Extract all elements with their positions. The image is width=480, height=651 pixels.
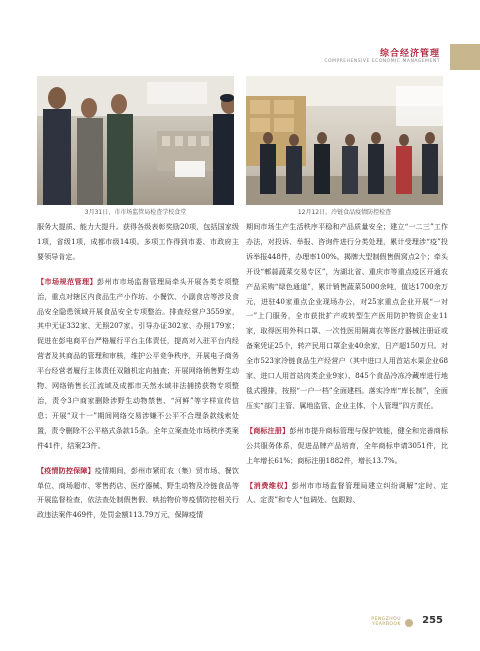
- section-tag: 【市场规范管理】: [37, 276, 97, 286]
- paragraph: [37, 220, 239, 265]
- paragraph-text: 期间市场生产生活秩序平稳和产品质量安全；建立“一二三”工作办法，对投诉、举报、咨询件进行分类处理，累计受理涉“疫”投诉举报448件，办理率100%。揭牌大型制假售假窝点2个；牵头开设“郫蒜蔬菜交易专区”，为湖北省、重庆市等重点疫区开通农产品采购“绿色通道”，累计销售蔬菜5000余吨，值达1700余万元，进驻40家重点企业现场办公，对25家重点企业开展“一对一”上门服务，全市获批扩产或转型生产医用防护物资企业11家，取得医用外科口罩、一次性医用隔离衣等医疗器械注册证或备案凭证25个，转产民用口罩企业40余家，日产超150万只。对全市523家冷链食品生产经营户（其中进口人用首站水果企业68家、进口人用首站肉类企业9家）、845个食品冷冻冷藏库进行地毯式搜排，按照“一户一档”全面建档。落实冷库“库长制”，全面压实“部门主管、属地监管、企业主体、个人管理”四方责任。: [246, 222, 448, 410]
- left-text-column: [37, 220, 239, 533]
- paragraph-text: 彭州市市场监督管理局建立纠纷调解“定时、定人、定责”和专人“包调处、包跟踪、: [246, 480, 448, 505]
- section-tag: 【消费维权】: [246, 480, 292, 490]
- paragraph: [246, 220, 448, 414]
- paragraph-text: 彭州市市场监督管理局牵头开展各类专项整治，重点对辖区内食品生产小作坊、小餐饮、小副食店等涉及食品安全隐患领域开展食品安全专项整治。排查经营户3559家，其中无证332家、无照207家。引导办证302家、办照179家；促进在彭电商平台严格履行平台主体责任，提高对入驻平台内经营者及其商品的管理和审核，维护公平竞争秩序，开展电子商务平台经营者履行主体责任双随机定向抽查；开展网络销售野生动物、网络销售长江流域及成都市天然水域非法捕捞获物专项整治，责令3户商家删除涉野生动物禁售、“河鲜”等字样宣传信息；开展“双十一”期间网络交易涉嫌不公平不合理条款线索处置，责令删除不公平格式条款15条。全年立案查处市场秩序类案件41件，结案23件。: [37, 276, 240, 450]
- photo-caption-right: 12月12日，冷链食品疫情防控检查: [297, 209, 392, 216]
- section-header: [280, 44, 480, 74]
- right-text-column: [246, 220, 448, 518]
- footer-brand-line1: PENGZHOU: [371, 617, 401, 622]
- footer-brand-line2: YEARBOOK: [372, 622, 401, 627]
- paragraph-text: 彭州市提升商标管理与保护效能，健全和完善商标公共服务体系，促进品牌产品培育，全年商标申请3051件，比上年增长61%；商标注册1882件，增长13.7%。: [246, 425, 448, 465]
- paragraph-epidemic-control: [37, 464, 239, 524]
- photo-caption-left: 3月31日，市市场监管局检查学校食堂: [84, 209, 187, 216]
- page-footer: [283, 614, 443, 630]
- paragraph-market-regulation: [37, 275, 239, 454]
- section-tag: 【疫情防控保障】: [37, 465, 95, 475]
- page-number: 255: [422, 615, 443, 626]
- footer-brand: [371, 617, 401, 627]
- section-subtitle: COMPREHENSIVE ECONOMIC MANAGEMENT: [324, 59, 440, 64]
- footer-dot-icon: [405, 619, 413, 627]
- paragraph-trademark-registration: [246, 424, 448, 469]
- section-tag: 【商标注册】: [246, 425, 290, 435]
- section-title: 综合经济管理: [379, 49, 440, 59]
- header-color-bar: [450, 44, 480, 70]
- paragraph-consumer-rights: [246, 479, 448, 509]
- photo-school-canteen-inspection: [37, 76, 234, 205]
- paragraph-text: 服务大提质、能力大提升。获得各级表彰奖励20项，包括国家级1项，省级1项，成都市级14项。多项工作得到市委、市政府主要领导肯定。: [37, 222, 239, 261]
- paragraph-text: 疫情期间，彭州市紧盯农（集）贸市场、餐饮单位、商场超市、零售药店、医疗器械、野生动物及冷链食品等开展监督检查，依法查处制假售假、哄抬物价等疫情防控相关行政违法案件469件，处罚金额113.79万元，保障疫情: [37, 465, 239, 520]
- photo-cold-chain-inspection: [246, 76, 443, 205]
